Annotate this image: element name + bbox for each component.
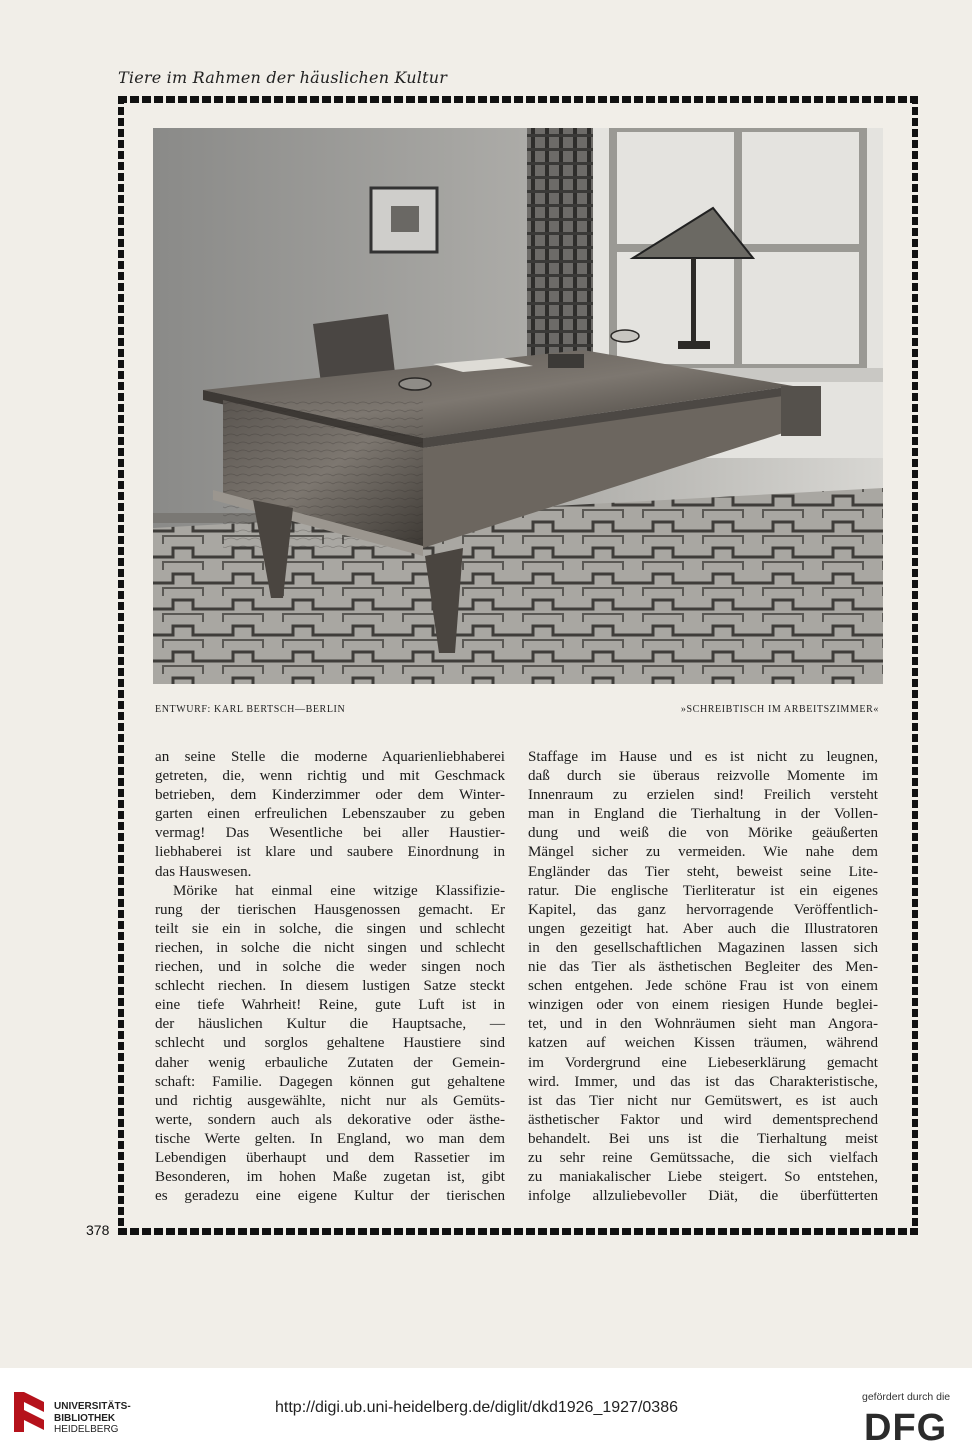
text-line: Besonderen, im hohen Maße zugetan ist, gibt bbox=[155, 1169, 505, 1186]
text-line: daß durch sie überaus reizvolle Momente im bbox=[528, 768, 878, 785]
text-line: teilt sie ein in solche, die singen und schlecht bbox=[155, 920, 505, 937]
text-line: zu maniakalischer Liebe steigert. So entstehen, bbox=[528, 1169, 878, 1186]
text-line: man in England die Tierhaltung in der Vollen- bbox=[528, 806, 878, 823]
text-line: Lebendigen überhaupt und dem Rassetier im bbox=[155, 1149, 505, 1166]
text-line: in den gesellschaftlichen Magazinen lassen sich bbox=[528, 939, 878, 956]
library-name-line: UNIVERSITÄTS- bbox=[54, 1401, 131, 1412]
text-column-right bbox=[528, 748, 878, 1206]
text-line: werte, sondern auch als dekorative oder ästhe- bbox=[155, 1111, 505, 1128]
text-line: winzigen oder von einem riesigen Hunde beglei- bbox=[528, 997, 878, 1014]
dfg-logo: DFG bbox=[864, 1407, 948, 1449]
text-line: katzen auf weichen Kissen träumen, während bbox=[528, 1035, 878, 1052]
library-name-line: BIBLIOTHEK bbox=[54, 1412, 116, 1424]
figure-caption-credit: ENTWURF: KARL BERTSCH—BERLIN bbox=[155, 704, 346, 715]
text-line: liebhaberei ist klare und saubere Einordnung in bbox=[155, 844, 505, 861]
text-line: und richtig ausgewählte, nicht nur als Gemüts- bbox=[155, 1092, 505, 1109]
text-line: tische Werte gelten. In England, wo man dem bbox=[155, 1130, 505, 1147]
text-line: schen entgehen. Jede schöne Frau ist von einem bbox=[528, 978, 878, 995]
desk-photograph bbox=[153, 128, 883, 684]
text-column-left bbox=[155, 748, 505, 1206]
figure-caption-title: »SCHREIBTISCH IM ARBEITSZIMMER« bbox=[680, 704, 879, 715]
page-number: 378 bbox=[86, 1222, 110, 1238]
text-line: tet, und in den Wohnräumen sieht man Angora- bbox=[528, 1016, 878, 1033]
text-line: Kapitel, das ganz hervorragende Veröffentlich- bbox=[528, 901, 878, 918]
text-line: ratur. Die englische Tierliteratur ist ein eigenes bbox=[528, 882, 878, 899]
text-line: im Vordergrund eine Liebeserklärung gemacht bbox=[528, 1054, 878, 1071]
text-line: es geradezu eine eigene Kultur der tierischen bbox=[155, 1188, 505, 1205]
text-line: Innenraum zu erzielen sind! Freilich versteht bbox=[528, 787, 878, 804]
decorative-border-top bbox=[118, 96, 918, 103]
text-line: daher wenig erbauliche Zutaten der Gemein- bbox=[155, 1054, 505, 1071]
text-line: dung und weiß die von Mörike geäußerten bbox=[528, 825, 878, 842]
text-line: riechen, und in solche die weder singen noch bbox=[155, 959, 505, 976]
text-line: rung der tierischen Hausgenossen gemacht. Er bbox=[155, 901, 505, 918]
library-name-line: HEIDELBERG bbox=[54, 1424, 119, 1435]
text-line: Mörike hat einmal eine witzige Klassifizie- bbox=[173, 882, 505, 899]
text-line: Engländer das Tier steht, beweist seine Lite- bbox=[528, 863, 878, 880]
text-line: Mängel sicher zu vermeiden. Wie nahe dem bbox=[528, 844, 878, 861]
text-line: der häuslichen Kultur die Hauptsache, — bbox=[155, 1016, 505, 1033]
decorative-border-left bbox=[118, 96, 124, 1235]
text-line: ästhetischer Faktor und wird dementsprechend bbox=[528, 1111, 878, 1128]
permalink-url[interactable]: http://digi.ub.uni-heidelberg.de/diglit/dkd1926_1927/0386 bbox=[275, 1399, 678, 1416]
decorative-border-right bbox=[912, 96, 918, 1235]
text-line: schaft: Familie. Dagegen können gut gehaltene bbox=[155, 1073, 505, 1090]
library-name bbox=[54, 1401, 131, 1436]
text-line: garten einen erfreulichen Lebenszauber zu geben bbox=[155, 806, 505, 823]
text-line: ungen gezeitigt hat. Aber auch die Illustratoren bbox=[528, 920, 878, 937]
text-line: wird. Immer, und das ist das Charakteristische, bbox=[528, 1073, 878, 1090]
text-line: eine tiefe Wahrheit! Reine, gute Luft ist in bbox=[155, 997, 505, 1014]
text-line: schlecht riechen. In diesem lustigen Satze steckt bbox=[155, 978, 505, 995]
text-line: riechen, in solche die nicht singen und schlecht bbox=[155, 939, 505, 956]
text-line: vermag! Das Wesentliche bei aller Haustier- bbox=[155, 825, 505, 842]
running-head: Tiere im Rahmen der häuslichen Kultur bbox=[118, 68, 448, 87]
text-line: das Hauswesen. bbox=[155, 863, 252, 880]
funded-by-label: gefördert durch die bbox=[862, 1391, 951, 1403]
decorative-border-bottom bbox=[118, 1228, 918, 1235]
text-line: schlecht und sorglos gehaltene Haustiere sind bbox=[155, 1035, 505, 1052]
text-line: ist das Tier nicht nur Gemütswert, es ist auch bbox=[528, 1092, 878, 1109]
text-line: nie das Tier als ästhetischen Begleiter des Men- bbox=[528, 959, 878, 976]
text-line: an seine Stelle die moderne Aquarienliebhaberei bbox=[155, 749, 505, 765]
text-line: infolge allzuliebevoller Diät, die überfütterten bbox=[528, 1188, 878, 1205]
text-line: Staffage im Hause und es ist nicht zu leugnen, bbox=[528, 749, 878, 765]
text-line: betrieben, dem Kinderzimmer oder dem Winter- bbox=[155, 787, 505, 804]
text-line: behandelt. Bei uns ist die Tierhaltung meist bbox=[528, 1130, 878, 1147]
text-line: getreten, die, wenn richtig und mit Geschmack bbox=[155, 768, 505, 785]
text-line: zu sehr reine Gemütssache, die sich vielfach bbox=[528, 1149, 878, 1166]
university-library-logo-icon bbox=[10, 1388, 50, 1436]
